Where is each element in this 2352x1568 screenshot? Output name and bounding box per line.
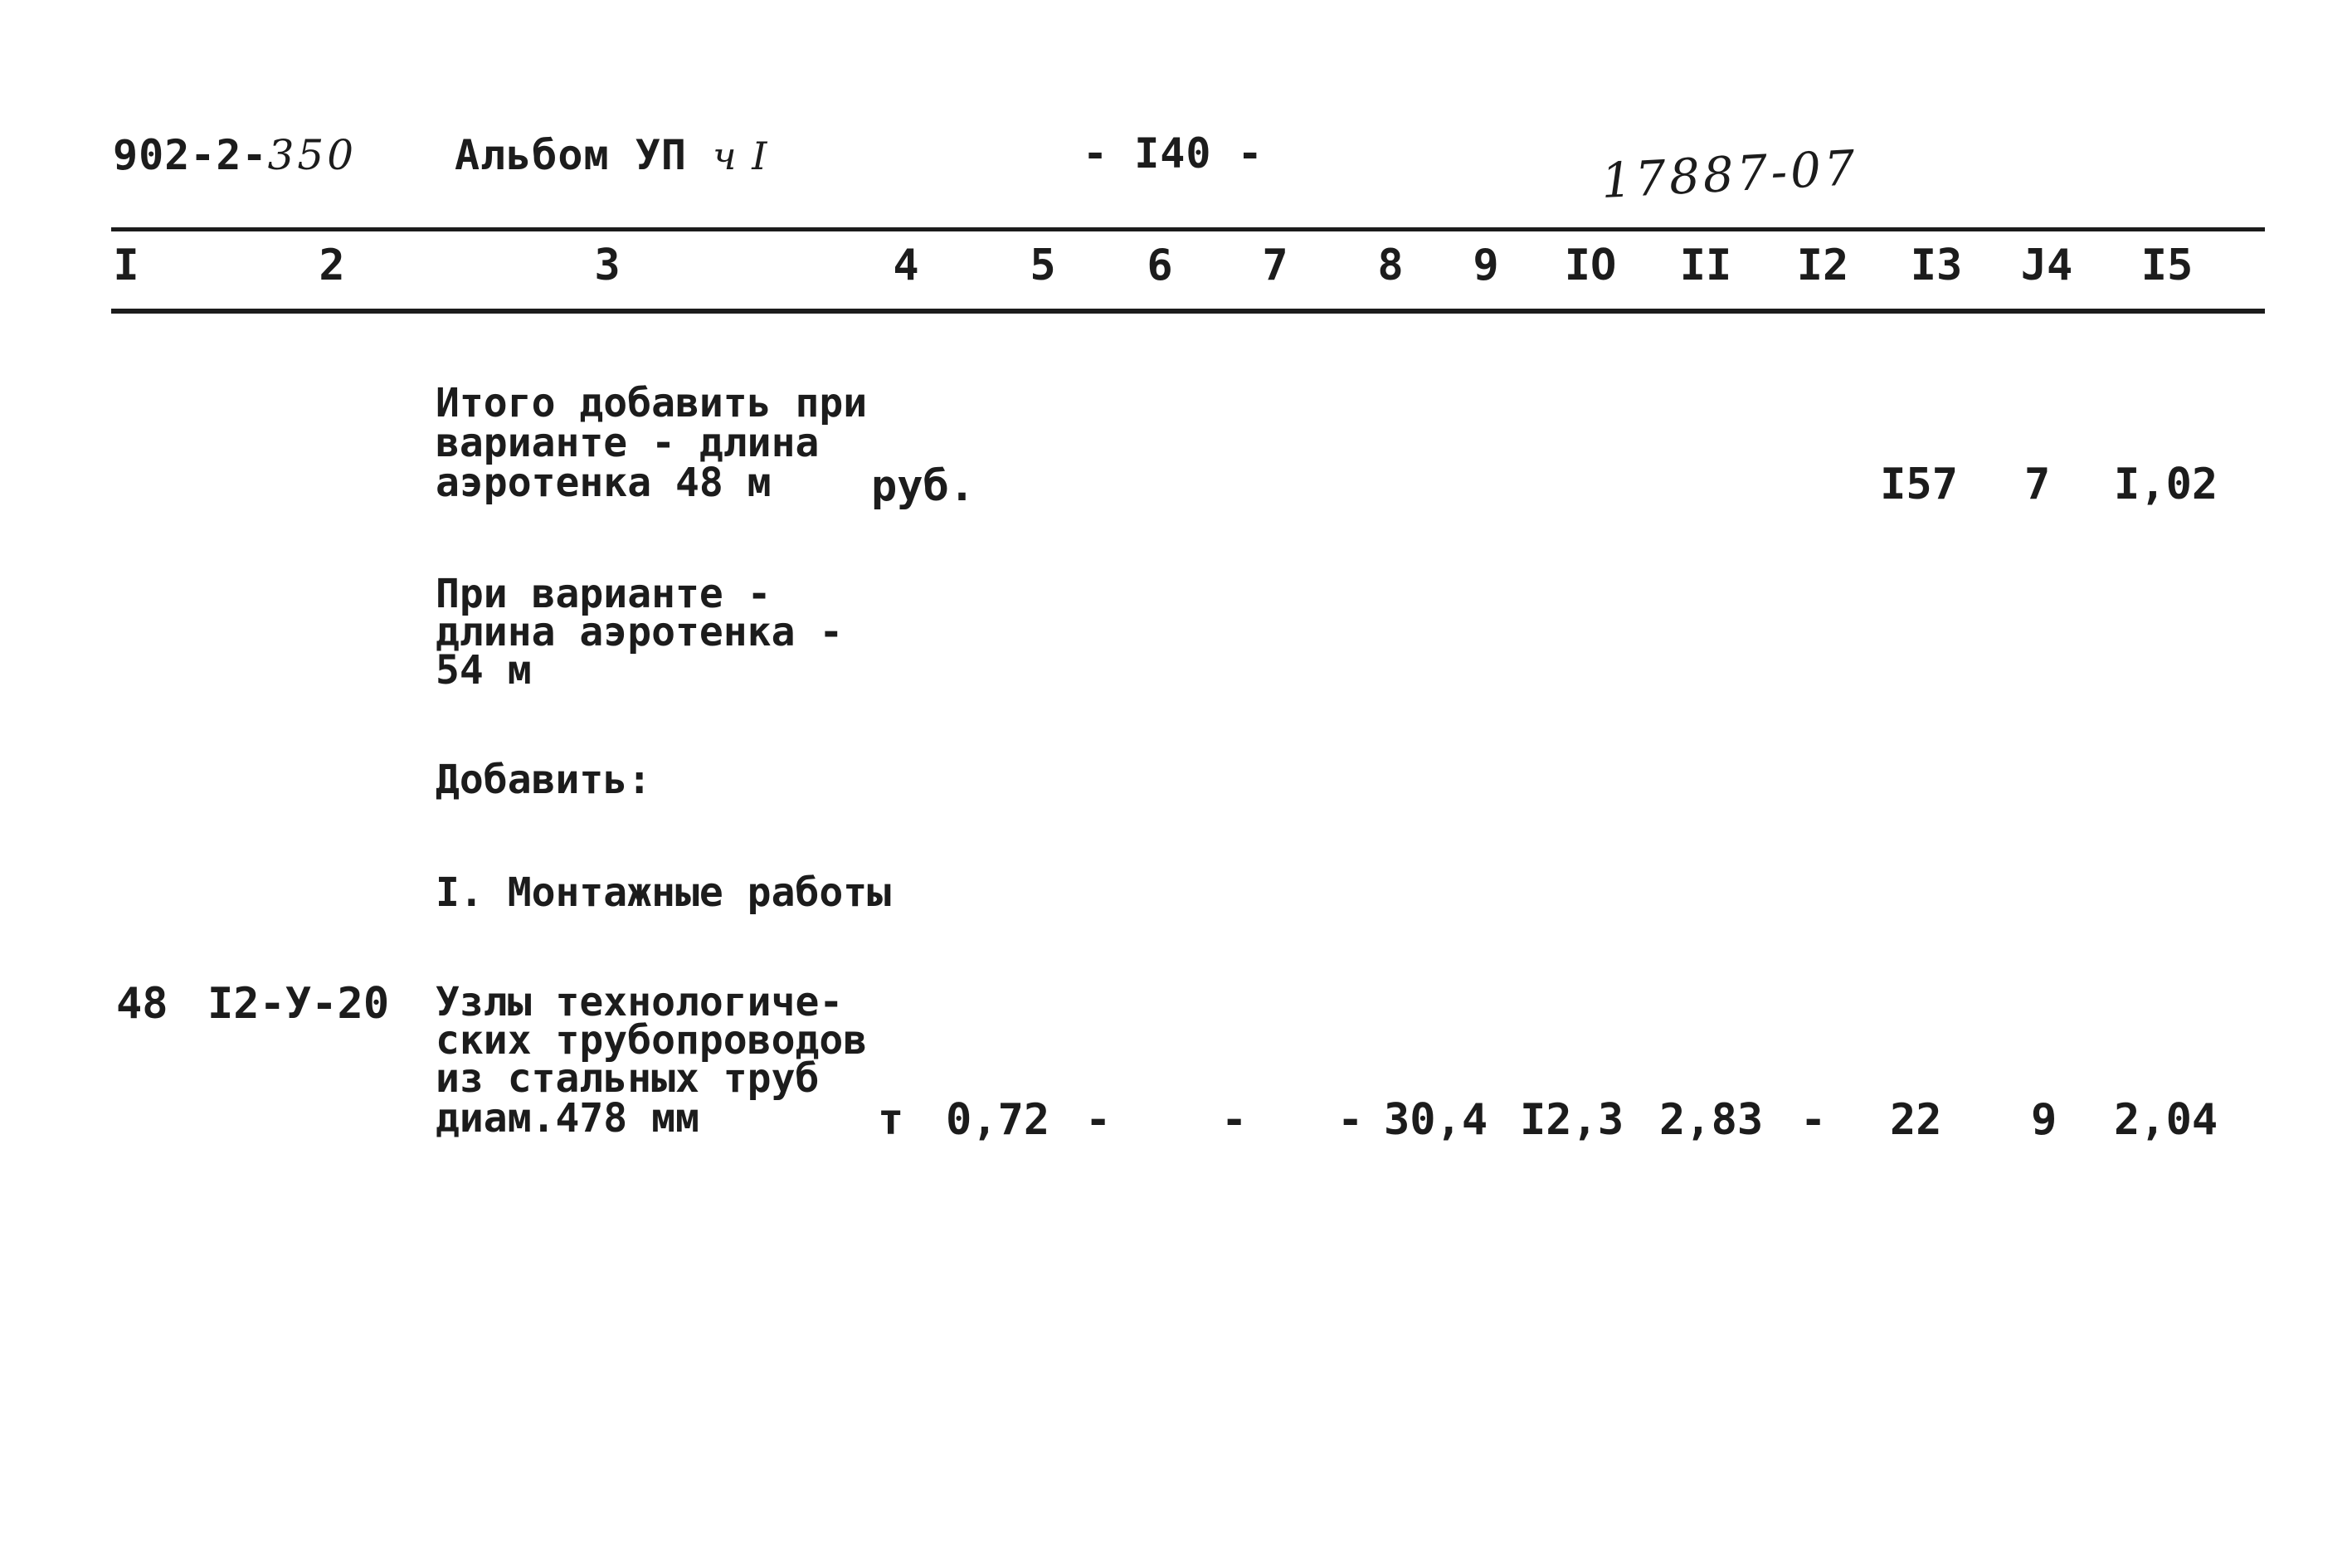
cell-col14: 9 <box>2031 1095 2057 1145</box>
description-line: из стальных труб <box>436 1055 820 1102</box>
column-header: 8 <box>1377 241 1404 290</box>
description-line: диам.478 мм <box>436 1095 699 1142</box>
column-header: J4 <box>2020 241 2073 290</box>
cell-col8: - <box>1337 1095 1364 1145</box>
page-number: - I40 - <box>1083 129 1264 178</box>
cell-col13: 22 <box>1890 1095 1942 1145</box>
column-header: II <box>1679 241 1732 290</box>
cell-col11: 2,83 <box>1659 1095 1764 1145</box>
column-header: I2 <box>1796 241 1849 290</box>
description-line: При варианте - <box>436 571 772 617</box>
cell-col9: 30,4 <box>1384 1095 1488 1145</box>
row-number: 48 <box>116 979 168 1029</box>
header-bottom-rule <box>111 309 2265 314</box>
cell-col7: - <box>1221 1095 1248 1145</box>
handwritten-document-number: 17887-07 <box>1600 139 1860 210</box>
cell-col14: 7 <box>2024 460 2051 509</box>
unit-cell: руб. <box>871 461 976 511</box>
description-line: ских трубопроводов <box>436 1017 868 1064</box>
price-code: I2-У-20 <box>207 979 390 1029</box>
description-line: Итого добавить при <box>436 380 868 426</box>
cell-col5: 0,72 <box>946 1095 1050 1145</box>
album-label: Альбом УП <box>455 131 687 179</box>
column-header: 9 <box>1473 241 1499 290</box>
description-line: аэротенка 48 м <box>436 460 772 506</box>
section-heading: I. Монтажные работы <box>436 869 892 916</box>
column-header: 3 <box>594 241 621 290</box>
description-line: 54 м <box>436 647 532 694</box>
column-header: 5 <box>1030 241 1056 290</box>
description-line: длина аэротенка - <box>436 609 844 655</box>
album-part: ч I <box>713 134 769 178</box>
column-header: IO <box>1564 241 1617 290</box>
column-header: I3 <box>1910 241 1963 290</box>
column-header: 6 <box>1147 241 1173 290</box>
header-top-rule <box>111 227 2265 231</box>
album-title <box>455 131 768 179</box>
column-header: I <box>113 241 139 290</box>
cell-col6: - <box>1085 1095 1112 1145</box>
unit-cell: т <box>878 1095 904 1145</box>
column-header: I5 <box>2140 241 2194 290</box>
document-code <box>113 131 357 179</box>
description-line: варианте - длина <box>436 420 820 466</box>
cell-col15: I,02 <box>2114 460 2218 509</box>
column-header: 7 <box>1262 241 1288 290</box>
column-header: 4 <box>893 241 919 290</box>
add-label: Добавить: <box>436 757 652 803</box>
document-code-typed: 902-2- <box>113 131 268 179</box>
column-header: 2 <box>319 241 345 290</box>
cell-col13: I57 <box>1880 460 1958 509</box>
cell-col15: 2,04 <box>2114 1095 2218 1145</box>
document-code-handwritten: 350 <box>267 131 358 179</box>
cell-col10: I2,3 <box>1520 1095 1624 1145</box>
description-line: Узлы технологиче- <box>436 979 844 1025</box>
cell-col12: - <box>1800 1095 1827 1145</box>
